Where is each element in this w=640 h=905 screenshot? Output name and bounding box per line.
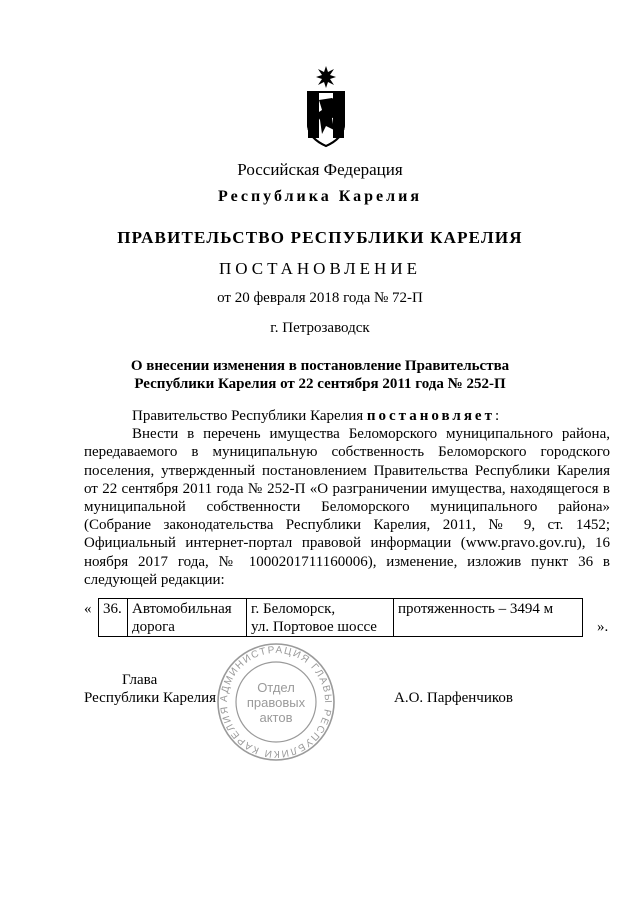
government-title: ПРАВИТЕЛЬСТВО РЕСПУБЛИКИ КАРЕЛИЯ <box>117 228 523 247</box>
preamble-suffix: : <box>494 408 500 424</box>
item-address-line-1: г. Беломорск, <box>251 601 336 617</box>
heading-line-1: О внесении изменения в постановление Правительства <box>130 358 510 374</box>
document-number: от 20 февраля 2018 года № 72-П <box>217 290 423 306</box>
quote-open: « <box>84 601 92 617</box>
republic-name: Республика Карелия <box>218 188 422 205</box>
stamp-ring-text: АДМИНИСТРАЦИЯ ГЛАВЫ РЕСПУБЛИКИ КАРЕЛИЯ <box>218 644 334 760</box>
stamp-line-2: правовых <box>246 695 306 710</box>
signatory-name: А.О. Парфенчиков <box>394 690 513 706</box>
main-paragraph: Внести в перечень имущества Беломорского муниципального района, передаваемого в муниципальную собственность Беломорского городского поселения, утвержденный постановлением Правительства Республики Карелия от 22 сентября 2011 года № 252-П «О разграничении имущества, находящегося в муниципальной собственности Беломорского муниципального района» (Собрание законодательства Республики Карелия, 2011, № 9, ст. 1452; Официальный интернет-портал правовой информации (www.pravo.gov.ru), 16 ноября 2017 года, № 1000201711160006), изменение, изложив пункт 36 в следующей редакции: <box>84 426 610 588</box>
item-number: 36. <box>99 599 128 637</box>
item-spec: протяженность – 3494 м <box>394 599 583 637</box>
item-address <box>247 599 394 637</box>
item-name-line-2: дорога <box>132 619 175 635</box>
table-row <box>99 599 583 637</box>
preamble-verb: постановляет <box>366 408 495 424</box>
issue-city: г. Петрозаводск <box>270 320 370 336</box>
amendment-table <box>98 598 583 637</box>
stamp-line-3: актов <box>259 710 293 725</box>
heading-line-2: Республики Карелия от 22 сентября 2011 года № 252-П <box>134 376 506 392</box>
coat-of-arms-emblem <box>304 64 348 148</box>
country-name: Российская Федерация <box>237 160 403 179</box>
preamble-prefix: Правительство Республики Карелия <box>132 408 367 424</box>
quote-close: ». <box>597 619 609 635</box>
preamble <box>84 407 610 425</box>
item-name <box>128 599 247 637</box>
document-type: ПОСТАНОВЛЕНИЕ <box>218 259 421 278</box>
signature-title-line-1: Глава <box>122 672 158 688</box>
item-address-line-2: ул. Портовое шоссе <box>251 619 377 635</box>
signature-title-line-2: Республики Карелия <box>84 690 217 706</box>
document-heading <box>0 357 640 393</box>
document-body <box>84 407 610 589</box>
item-name-line-1: Автомобильная <box>132 601 232 617</box>
stamp-line-1: Отдел <box>257 680 295 695</box>
legal-department-stamp <box>214 640 338 764</box>
